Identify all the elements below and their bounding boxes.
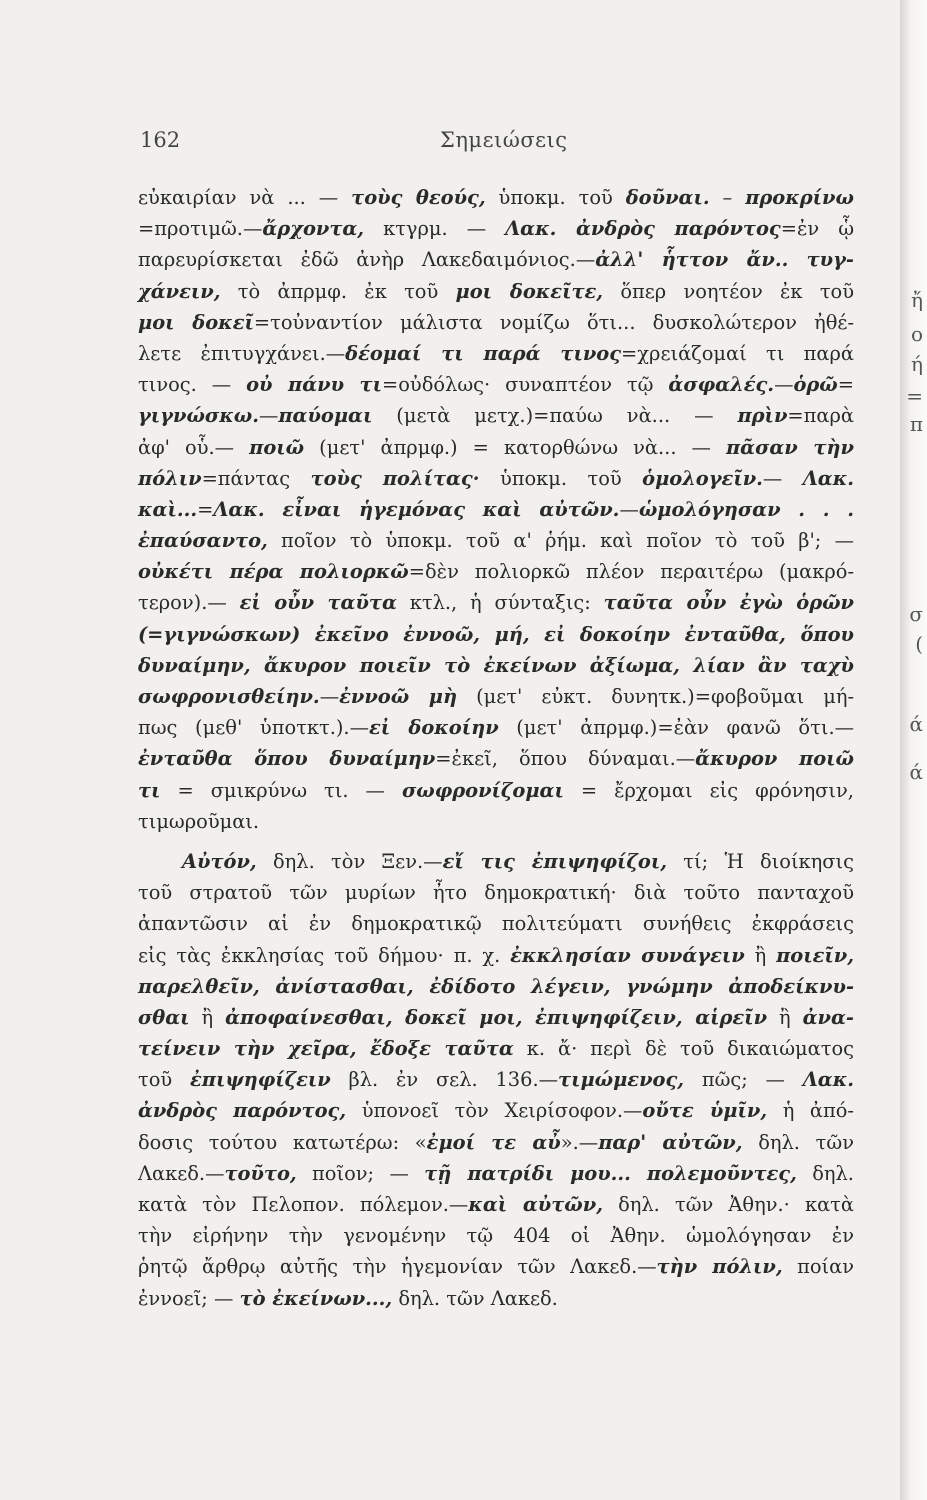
commentary-text: δηλ. τῶν Λακεδ.	[392, 1286, 558, 1310]
text-line	[138, 1189, 854, 1220]
note-paragraph	[138, 846, 854, 1314]
commentary-text: τινος. —	[138, 373, 247, 397]
commentary-text: λετε ἐπιτυγχάνει.—	[138, 341, 346, 365]
lemma-term: ἐπιψηφίζειν	[189, 1068, 331, 1092]
commentary-text: (μετ' ἀπρμφ.) = κατορθώνω νὰ... —	[304, 435, 726, 459]
text-line	[138, 619, 854, 650]
text-line	[138, 743, 854, 774]
lemma-term: Αὐτόν,	[182, 849, 257, 873]
commentary-text: βλ. ἐν σελ. 136.—	[330, 1068, 559, 1092]
text-line	[138, 276, 854, 307]
text-line	[138, 1220, 854, 1251]
text-line	[138, 338, 854, 369]
commentary-text: εἰς τὰς ἐκκλησίας τοῦ δήμου· π. χ.	[138, 943, 511, 967]
commentary-text: —	[774, 373, 794, 397]
text-line	[138, 940, 854, 971]
text-line	[138, 971, 854, 1002]
lemma-term: τείνειν τὴν χεῖρα, ἔδοξε ταῦτα	[138, 1037, 514, 1061]
lemma-term: καὶ...	[138, 497, 198, 521]
text-line	[138, 213, 854, 244]
commentary-text: Λακεδ.—	[138, 1161, 225, 1185]
lemma-term: ἐνταῦθα ὅπου δυναίμην	[138, 747, 436, 771]
text-line	[138, 244, 854, 275]
lemma-term: χάνειν,	[138, 279, 221, 303]
commentary-text: ἀφ' οὗ.—	[138, 435, 250, 459]
text-line	[138, 556, 854, 587]
commentary-text: δηλ. τὸν Ξεν.—	[256, 849, 443, 873]
commentary-text: τερον).—	[138, 591, 240, 615]
commentary-text: –	[709, 186, 746, 209]
lemma-term: Λακ.	[802, 466, 855, 490]
lemma-term: εἰ δοκοίην	[368, 716, 499, 740]
lemma-term: δέομαί τι παρά τινος	[345, 341, 622, 365]
lemma-term: πᾶσαν τὴν	[725, 435, 854, 459]
commentary-text: τιμωροῦμαι.	[138, 809, 260, 833]
commentary-text: —	[258, 404, 279, 428]
lemma-term: τὴν πόλιν,	[656, 1255, 783, 1279]
commentary-text: παρευρίσκεται ἐδῶ ἀνὴρ Λακεδαιμόνιος.—	[138, 248, 596, 272]
page-header	[140, 128, 855, 158]
adjacent-page-fragment: ά	[909, 760, 923, 784]
text-line	[138, 587, 854, 618]
text-line	[138, 1251, 854, 1282]
commentary-text: τὸ ἀπρμφ. ἐκ τοῦ	[220, 279, 456, 303]
commentary-text: =προτιμῶ.—	[138, 217, 263, 241]
lemma-term: ποιῶ	[249, 435, 305, 459]
lemma-term: δοῦναι.	[625, 186, 710, 209]
commentary-text: ἐννοεῖ; —	[138, 1286, 240, 1310]
commentary-text: (μετ' ἀπρμφ.)=ἐὰν φανῶ ὅτι.—	[498, 716, 854, 740]
lemma-term: ἀνα-	[802, 1005, 854, 1029]
lemma-term: σωφρονίζομαι	[401, 778, 564, 802]
commentary-text: δηλ.	[796, 1161, 854, 1185]
lemma-term: ἐμοί τε αὖ	[426, 1130, 561, 1154]
lemma-term: εἰ οὖν ταῦτα	[239, 591, 397, 615]
commentary-text: ποῖον τὸ ὑποκμ. τοῦ α' ῥήμ. καὶ ποῖον τὸ τοῦ β'; —	[267, 529, 854, 553]
commentary-text: δοσις τούτου κατωτέρω: «	[138, 1130, 427, 1154]
lemma-term: ταῦτα οὖν ἐγὼ ὁρῶν	[603, 591, 855, 615]
commentary-text: ἡ ἀπό-	[767, 1099, 854, 1123]
lemma-term: σωφρονισθείην.	[138, 685, 320, 708]
commentary-text: ποίαν	[782, 1255, 854, 1279]
text-line	[138, 307, 854, 338]
lemma-term: τοὺς πολίτας·	[310, 466, 480, 490]
commentary-text: =δὲν πολιορκῶ πλέον περαιτέρω (μακρό-	[408, 560, 854, 584]
notes-body	[138, 182, 854, 1314]
commentary-text: ὅπερ νοητέον ἐκ τοῦ	[603, 279, 855, 303]
text-line	[138, 1283, 854, 1314]
text-line	[138, 775, 854, 806]
commentary-text: δηλ. τῶν	[742, 1130, 854, 1154]
lemma-term: παύομαι	[278, 404, 373, 428]
commentary-text: (μετὰ μετχ.)=παύω νὰ... —	[372, 404, 738, 428]
commentary-text: =ἐκεῖ, ὅπου δύναμαι.—	[435, 747, 696, 771]
commentary-text: =	[197, 497, 214, 521]
commentary-text: δηλ. τῶν Ἀθην.· κατὰ	[602, 1193, 854, 1216]
commentary-text: κατὰ τὸν Πελοπον. πόλεμον.—	[138, 1193, 469, 1216]
text-line	[138, 908, 854, 939]
lemma-term: μοι δοκεῖ	[138, 310, 254, 334]
commentary-text: ἢ	[189, 1005, 226, 1029]
text-line	[138, 494, 854, 525]
commentary-text: κτλ., ἡ σύνταξις:	[396, 591, 604, 615]
lemma-term: τὸ ἐκείνων...,	[239, 1286, 393, 1310]
lemma-term: πόλιν	[138, 466, 202, 490]
text-line	[138, 400, 854, 431]
commentary-text: ὑποκμ. τοῦ	[485, 186, 626, 209]
commentary-text: =πάντας	[201, 466, 311, 490]
lemma-term: γιγνώσκω.	[138, 404, 259, 428]
lemma-term: ἄκυρον ποιῶ	[695, 747, 854, 771]
lemma-term: ἄρχοντα,	[262, 217, 365, 241]
text-line	[138, 1127, 854, 1158]
adjacent-page-edge	[900, 0, 927, 1500]
commentary-text: —	[319, 685, 340, 708]
commentary-text: ὑποκμ. τοῦ	[479, 466, 643, 490]
text-line	[138, 525, 854, 556]
text-line	[138, 681, 854, 712]
commentary-text: ῥητῷ ἄρθρῳ αὐτῆς τὴν ἡγεμονίαν τῶν Λακεδ.—	[138, 1255, 657, 1279]
commentary-text: =παρὰ	[787, 404, 854, 428]
commentary-text: =	[837, 373, 854, 397]
lemma-term: ὁρῶ	[793, 373, 838, 397]
lemma-term: ἀνδρὸς παρόντος,	[138, 1099, 347, 1123]
commentary-text: (μετ' εὐκτ. δυνητκ.)=φοβοῦμαι μή-	[457, 685, 854, 708]
text-line	[138, 1002, 854, 1033]
commentary-text: ποῖον; —	[296, 1161, 425, 1185]
lemma-term: μοι δοκεῖτε,	[455, 279, 604, 303]
text-line	[138, 432, 854, 463]
adjacent-page-fragment: σ	[909, 602, 923, 626]
commentary-text: =τοὐναντίον μάλιστα νομίζω ὅτι... δυσκολώτερον ἠθέ-	[253, 310, 854, 334]
commentary-text: =οὐδόλως· συναπτέον τῷ	[382, 373, 669, 397]
text-line	[138, 1158, 854, 1189]
lemma-term: ἐπαύσαντο,	[138, 529, 268, 553]
lemma-term: ἀποφαίνεσθαι, δοκεῖ μοι, ἐπιψηφίζειν, αἱρεῖν	[225, 1005, 768, 1029]
lemma-term: ἀλλ' ἧττον ἄν.. τυγ-	[595, 248, 854, 272]
commentary-text: —	[619, 497, 639, 521]
text-line	[138, 1033, 854, 1064]
lemma-term: εἴ τις ἐπιψηφίζοι,	[442, 849, 667, 873]
commentary-text: ὑπονοεῖ τὸν Χειρίσοφον.—	[346, 1099, 643, 1123]
lemma-term: παρ' αὐτῶν,	[598, 1130, 743, 1154]
commentary-text: ἢ	[744, 943, 777, 967]
commentary-text: ἢ	[767, 1005, 803, 1029]
commentary-text: τί; Ἡ διοίκησις	[666, 849, 854, 873]
commentary-text: —	[762, 466, 803, 490]
commentary-text: τοῦ	[138, 1068, 190, 1092]
commentary-text: πως (μεθ' ὑποτκτ.).—	[138, 716, 369, 740]
lemma-term: ἀσφαλές.	[668, 373, 775, 397]
running-head: Σημειώσεις	[440, 128, 568, 152]
lemma-term: τι	[138, 778, 161, 802]
commentary-text: =χρειάζομαί τι παρά	[621, 341, 854, 365]
lemma-term: ποιεῖν,	[776, 943, 854, 967]
commentary-text: τὴν εἰρήνην τὴν γενομένην τῷ 404 οἱ Ἀθην. ὡμολόγησαν ἐν	[138, 1224, 854, 1248]
lemma-term: σθαι	[138, 1005, 190, 1029]
note-paragraph	[138, 182, 854, 837]
commentary-text: τοῦ στρατοῦ τῶν μυρίων ἦτο δημοκρατική· διὰ τοῦτο πανταχοῦ	[138, 881, 854, 905]
lemma-term: πρὶν	[737, 404, 788, 428]
lemma-term: (=γιγνώσκων) ἐκεῖνο ἐννοῶ, μή, εἰ δοκοίην ἐνταῦθα, ὅπου	[138, 622, 854, 646]
adjacent-page-fragment: =	[906, 384, 923, 408]
text-line	[138, 369, 854, 400]
text-line	[138, 1064, 854, 1095]
text-line	[138, 712, 854, 743]
text-line	[138, 806, 854, 837]
commentary-text: =ἐν ᾧ	[780, 217, 855, 241]
lemma-term: δυναίμην, ἄκυρον ποιεῖν τὸ ἐκείνων ἀξίωμα, λίαν ἂν ταχὺ	[138, 653, 854, 677]
lemma-term: Λακ. εἶναι ἡγεμόνας καὶ αὐτῶν.	[213, 497, 620, 521]
text-line	[138, 846, 854, 877]
text-line	[138, 877, 854, 908]
text-line	[138, 1095, 854, 1126]
adjacent-page-fragment: ο	[910, 322, 923, 346]
adjacent-page-fragment: ά	[909, 712, 923, 736]
commentary-text: = σμικρύνω τι. —	[160, 778, 402, 802]
lemma-term: οὐ πάνυ τι	[246, 373, 382, 397]
lemma-term: τοὺς θεούς,	[351, 186, 486, 209]
lemma-term: ἐκκλησίαν συνάγειν	[510, 943, 745, 967]
lemma-term: τιμώμενος,	[558, 1068, 685, 1092]
adjacent-page-fragment: (	[915, 632, 923, 656]
page-number: 162	[140, 128, 181, 152]
lemma-term: τῇ πατρίδι μου... πολεμοῦντες,	[424, 1161, 797, 1185]
lemma-term: Λακ. ἀνδρὸς παρόντος	[505, 217, 781, 241]
lemma-term: τοῦτο,	[224, 1161, 297, 1185]
lemma-term: οὔτε ὑμῖν,	[642, 1099, 768, 1123]
lemma-term: καὶ αὐτῶν,	[468, 1193, 603, 1216]
lemma-term: οὐκέτι πέρα πολιορκῶ	[138, 560, 409, 584]
commentary-text: εὐκαιρίαν νὰ ... —	[138, 186, 352, 209]
lemma-term: ἐννοῶ μὴ	[339, 685, 458, 708]
adjacent-page-fragment: ή	[911, 352, 923, 376]
commentary-text: ἀπαντῶσιν αἱ ἐν δημοκρατικῷ πολιτεύματι συνήθεις ἐκφράσεις	[138, 912, 854, 936]
lemma-term: ὡμολόγησαν . . .	[638, 497, 855, 521]
text-line	[138, 463, 854, 494]
lemma-term: προκρίνω	[745, 186, 854, 209]
commentary-text: πῶς; —	[684, 1068, 803, 1092]
commentary-text: ».—	[560, 1130, 599, 1154]
lemma-term: Λακ.	[802, 1068, 854, 1092]
commentary-text: = ἔρχομαι εἰς φρόνησιν,	[563, 778, 854, 802]
text-line	[138, 182, 854, 213]
adjacent-page-fragment: π	[909, 412, 923, 436]
commentary-text: κ. ἄ· περὶ δὲ τοῦ δικαιώματος	[513, 1037, 854, 1061]
text-line	[138, 650, 854, 681]
commentary-text: κτγρμ. —	[364, 217, 506, 241]
lemma-term: ὁμολογεῖν.	[642, 466, 763, 490]
adjacent-page-fragment: ἤ	[911, 288, 923, 312]
lemma-term: παρελθεῖν, ἀνίστασθαι, ἐδίδοτο λέγειν, γνώμην ἀποδείκνυ-	[138, 974, 854, 998]
